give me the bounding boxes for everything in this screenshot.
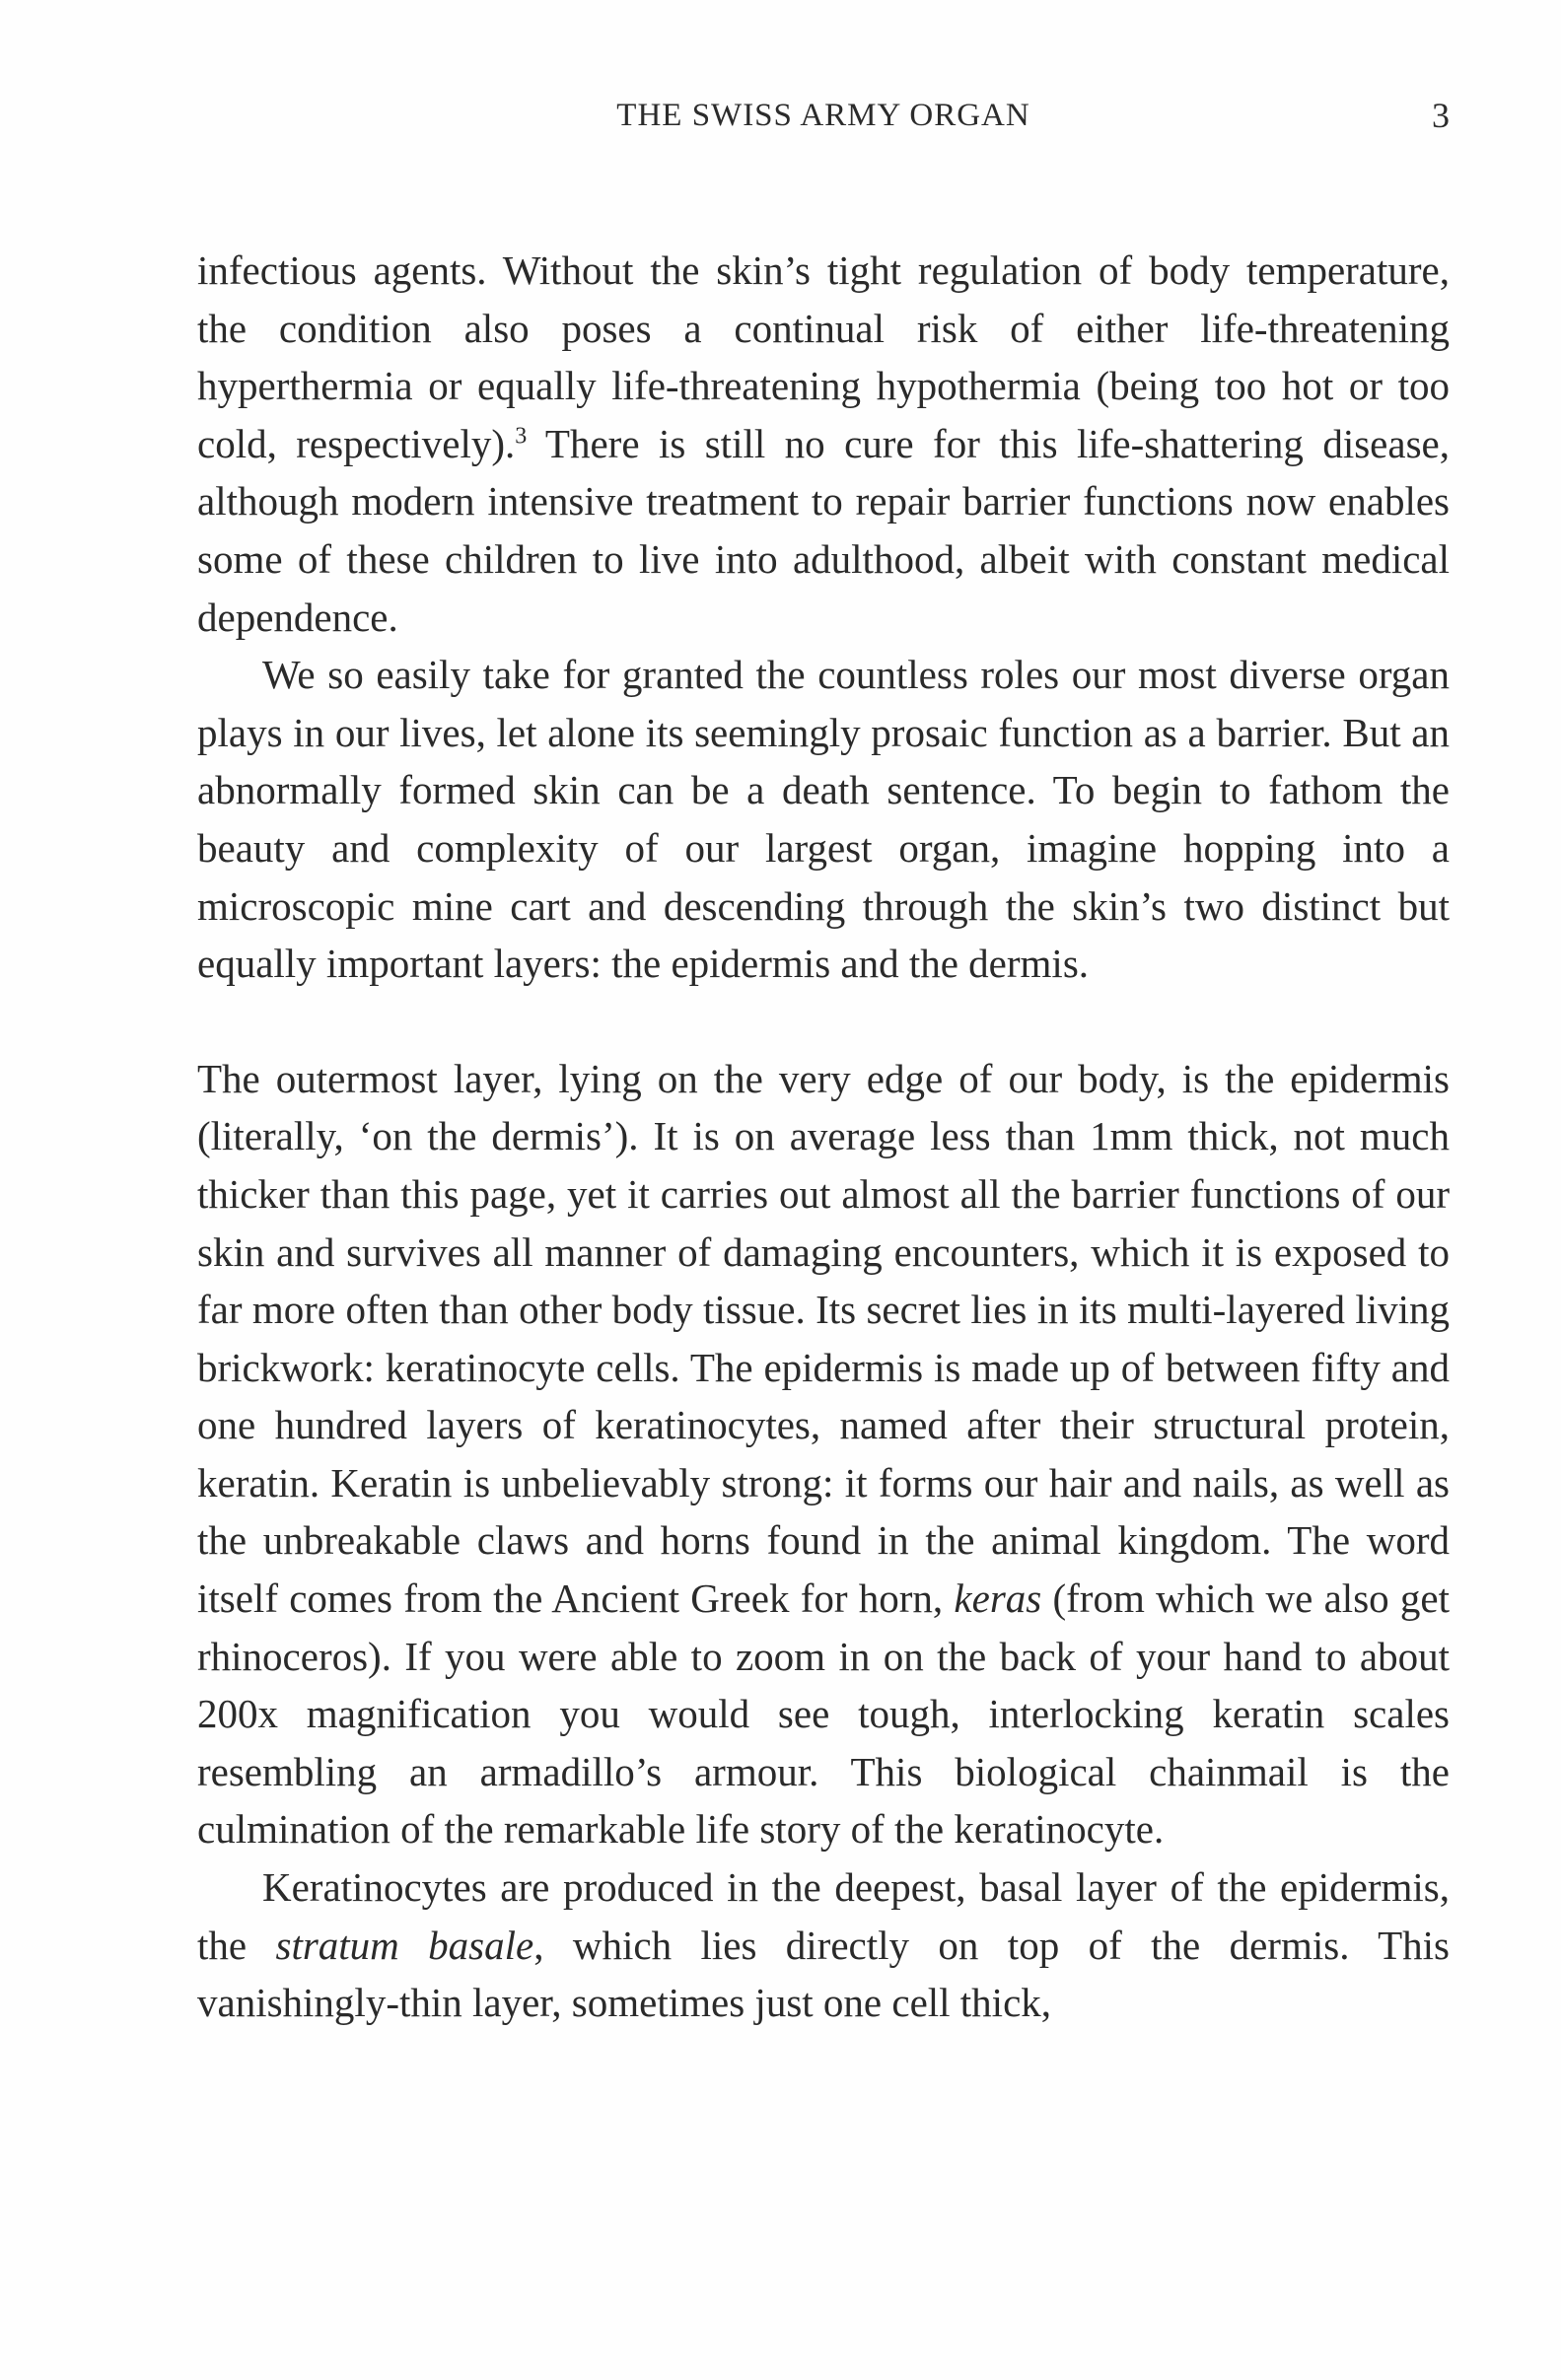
paragraph-4 <box>197 1858 1450 2032</box>
paragraph-4-italic-term: stratum basale <box>275 1922 534 1968</box>
page-number: 3 <box>1432 96 1450 135</box>
running-head <box>197 91 1450 140</box>
footnote-marker: 3 <box>515 423 528 450</box>
running-title: THE SWISS ARMY ORGAN <box>616 98 1030 133</box>
paragraph-1-text-after: There is still no cure for this life-shattering disease, although modern intensive treatment to repair barrier functions now enables some of these children to live into adulthood, albeit with constant medical dependence. <box>197 420 1450 640</box>
paragraph-4-text-after: , which lies directly on top of the dermis. This vanishingly-thin layer, sometimes just one cell thick, <box>197 1922 1450 2026</box>
body-text <box>197 242 1450 2032</box>
paragraph-3-italic-term: keras <box>954 1575 1042 1622</box>
paragraph-4-text-before: Keratinocytes are produced in the deepest, basal layer of the epidermis, the <box>197 1864 1450 1968</box>
paragraph-3 <box>197 1050 1450 1858</box>
paragraph-3-text-before: The outermost layer, lying on the very edge of our body, is the epidermis (literally, ‘on the dermis’). It is on average less than 1mm thick, not much thicker than this page, yet it carries out almost all the barrier functions of our skin and survives all manner of damaging encounters, which it is exposed to far more often than other body tissue. Its secret lies in its multi-layered living brickwork: keratinocyte cells. The epidermis is made up of between fifty and one hundred layers of keratinocytes, named after their structural protein, keratin. Keratin is unbelievably strong: it forms our hair and nails, as well as the unbreakable claws and horns found in the animal kingdom. The word itself comes from the Ancient Greek for horn, <box>197 1055 1450 1622</box>
paragraph-1-text-before: infectious agents. Without the skin’s tight regulation of body temperature, the condition also poses a continual risk of either life-threatening hyperthermia or equally life-threatening hypothermia (being too hot or too cold, respectively). <box>197 247 1450 466</box>
paragraph-3-text-after: (from which we also get rhinoceros). If you were able to zoom in on the back of your hand to about 200x magnification you would see tough, interlocking keratin scales resembling an armadillo’s armour. This biological chainmail is the culmination of the remarkable life story of the keratinocyte. <box>197 1575 1450 1853</box>
paragraph-1 <box>197 242 1450 646</box>
paragraph-2: We so easily take for granted the countless roles our most diverse organ plays in our lives, let alone its seemingly prosaic function as a barrier. But an abnormally formed skin can be a death sentence. To begin to fathom the beauty and complexity of our largest organ, imagine hopping into a microscopic mine cart and descending through the skin’s two distinct but equally important layers: the epidermis and the dermis. <box>197 652 1450 987</box>
